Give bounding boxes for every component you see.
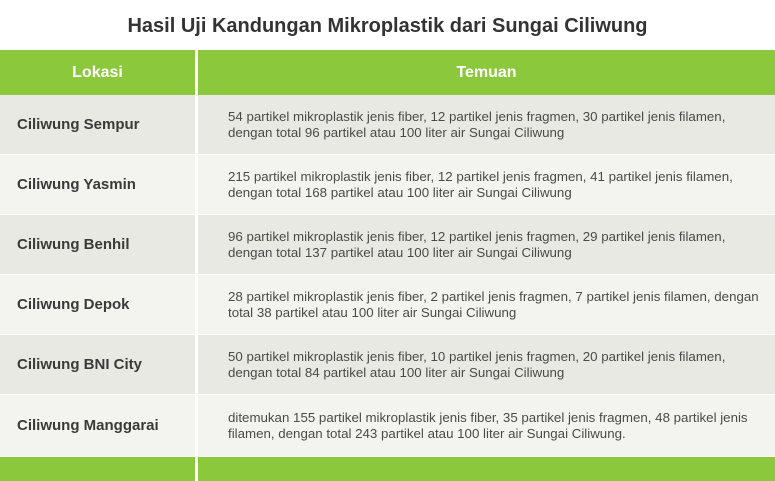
- finding-cell: 215 partikel mikroplastik jenis fiber, 12 partikel jenis fragmen, 41 partikel jenis filamen, dengan total 168 partikel atau 100 liter air Sungai Ciliwung: [228, 168, 733, 200]
- location-cell: Ciliwung Depok: [0, 275, 198, 334]
- location-cell: Ciliwung Sempur: [0, 95, 198, 154]
- table-row: [0, 95, 775, 155]
- findings-table: [0, 50, 775, 481]
- table-row: [0, 335, 775, 395]
- header-findings: Temuan: [456, 63, 517, 81]
- table-body: [0, 95, 775, 457]
- table-row: [0, 395, 775, 457]
- table-row: [0, 275, 775, 335]
- finding-cell: 50 partikel mikroplastik jenis fiber, 10 partikel jenis fragmen, 20 partikel jenis filamen, dengan total 84 partikel atau 100 liter air Sungai Ciliwung: [228, 348, 726, 380]
- location-cell: Ciliwung Benhil: [0, 215, 198, 274]
- page-title: Hasil Uji Kandungan Mikroplastik dari Sungai Ciliwung: [127, 14, 648, 37]
- footer-left-cell: [0, 457, 198, 481]
- finding-cell: 54 partikel mikroplastik jenis fiber, 12 partikel jenis fragmen, 30 partikel jenis filamen, dengan total 96 partikel atau 100 liter air Sungai Ciliwung: [228, 108, 726, 140]
- table-header-row: [0, 50, 775, 95]
- finding-cell: ditemukan 155 partikel mikroplastik jenis fiber, 35 partikel jenis fragmen, 48 partikel jenis filamen, dengan total 243 partikel atau 100 liter air Sungai Ciliwung.: [228, 409, 748, 441]
- finding-cell: 96 partikel mikroplastik jenis fiber, 12 partikel jenis fragmen, 29 partikel jenis filamen, dengan total 137 partikel atau 100 liter air Sungai Ciliwung: [228, 228, 726, 260]
- table-row: [0, 215, 775, 275]
- table-footer-bar: [0, 457, 775, 481]
- finding-cell: 28 partikel mikroplastik jenis fiber, 2 partikel jenis fragmen, 7 partikel jenis filamen, dengan total 38 partikel atau 100 liter air Sungai Ciliwung: [228, 288, 759, 320]
- location-cell: Ciliwung BNI City: [0, 335, 198, 394]
- table-row: [0, 155, 775, 215]
- location-cell: Ciliwung Yasmin: [0, 155, 198, 214]
- footer-right-cell: [198, 457, 775, 481]
- location-cell: Ciliwung Manggarai: [0, 395, 198, 456]
- header-location: Lokasi: [0, 50, 198, 95]
